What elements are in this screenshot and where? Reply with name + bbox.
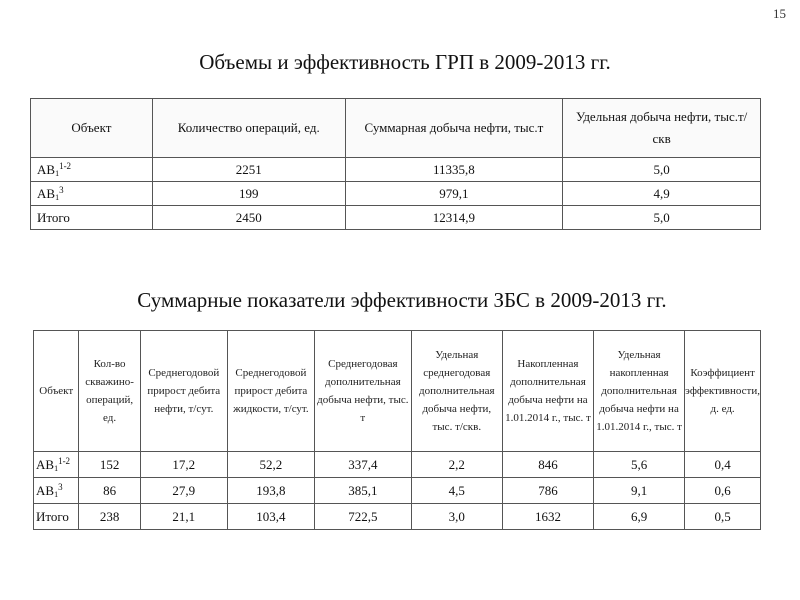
table-row xyxy=(31,158,761,182)
column-header: Удельная накопленная дополнительная добыча нефти на 1.01.2014 г., тыс. т xyxy=(594,331,685,452)
table-cell: 17,2 xyxy=(140,452,227,478)
table-cell: 0,4 xyxy=(685,452,761,478)
table2-title: Суммарные показатели эффективности ЗБС в 2009-2013 гг. xyxy=(137,288,667,312)
table-cell: 27,9 xyxy=(140,478,227,504)
column-header: Удельная добыча нефти, тыс.т/скв xyxy=(563,99,761,158)
table-cell: 722,5 xyxy=(314,504,411,530)
table-cell: 86 xyxy=(79,478,140,504)
table-row xyxy=(34,478,761,504)
table-cell: 4,5 xyxy=(411,478,502,504)
column-header: Суммарная добыча нефти, тыс.т xyxy=(345,99,563,158)
table-cell: 0,6 xyxy=(685,478,761,504)
table-cell: 0,5 xyxy=(685,504,761,530)
table-cell: 786 xyxy=(502,478,593,504)
table-cell: 238 xyxy=(79,504,140,530)
object-cell: Итого xyxy=(31,206,153,230)
table-row xyxy=(34,452,761,478)
column-header: Количество операций, ед. xyxy=(152,99,345,158)
table-cell: 4,9 xyxy=(563,182,761,206)
object-cell: $АВ_1^{1-2}$ xyxy=(31,158,153,182)
table-cell: 103,4 xyxy=(227,504,314,530)
sidetrack-efficiency-table xyxy=(33,330,761,530)
column-header: Среднегодовой прирост дебита жидкости, т/сут. xyxy=(227,331,314,452)
column-header: Среднегодовая дополнительная добыча нефти, тыс. т xyxy=(314,331,411,452)
table-cell: 9,1 xyxy=(594,478,685,504)
table-cell: 12314,9 xyxy=(345,206,563,230)
table-cell: 5,0 xyxy=(563,206,761,230)
object-cell: $АВ_1^3$ xyxy=(34,478,79,504)
column-header: Удельная среднегодовая дополнительная добыча нефти, тыс. т/скв. xyxy=(411,331,502,452)
object-cell: Итого xyxy=(34,504,79,530)
table-cell: 1632 xyxy=(502,504,593,530)
column-header: Коэффициент эффективности, д. ед. xyxy=(685,331,761,452)
table-header-row xyxy=(34,331,761,452)
column-header: Объект xyxy=(34,331,79,452)
table-cell: 979,1 xyxy=(345,182,563,206)
table-cell: 2450 xyxy=(152,206,345,230)
table-cell: 152 xyxy=(79,452,140,478)
table-row xyxy=(31,182,761,206)
table-cell: 337,4 xyxy=(314,452,411,478)
table-cell: 11335,8 xyxy=(345,158,563,182)
column-header: Объект xyxy=(31,99,153,158)
table-header-row xyxy=(31,99,761,158)
table-cell: 5,0 xyxy=(563,158,761,182)
table-cell: 199 xyxy=(152,182,345,206)
table-cell: 193,8 xyxy=(227,478,314,504)
table-row xyxy=(34,504,761,530)
table-cell: 52,2 xyxy=(227,452,314,478)
table-cell: 21,1 xyxy=(140,504,227,530)
column-header: Накопленная дополнительная добыча нефти на 1.01.2014 г., тыс. т xyxy=(502,331,593,452)
object-cell: $АВ_1^3$ xyxy=(31,182,153,206)
table-cell: 3,0 xyxy=(411,504,502,530)
column-header: Среднегодовой прирост дебита нефти, т/сут. xyxy=(140,331,227,452)
table-cell: 846 xyxy=(502,452,593,478)
column-header: Кол-во скважино-операций, ед. xyxy=(79,331,140,452)
page-number: 15 xyxy=(773,6,786,21)
table-cell: 2,2 xyxy=(411,452,502,478)
table1-title: Объемы и эффективность ГРП в 2009-2013 гг. xyxy=(199,50,611,74)
table-row xyxy=(31,206,761,230)
object-cell: $АВ_1^{1-2}$ xyxy=(34,452,79,478)
table-cell: 5,6 xyxy=(594,452,685,478)
hydraulic-fracturing-table xyxy=(30,98,761,230)
table-cell: 6,9 xyxy=(594,504,685,530)
table-cell: 385,1 xyxy=(314,478,411,504)
table-cell: 2251 xyxy=(152,158,345,182)
